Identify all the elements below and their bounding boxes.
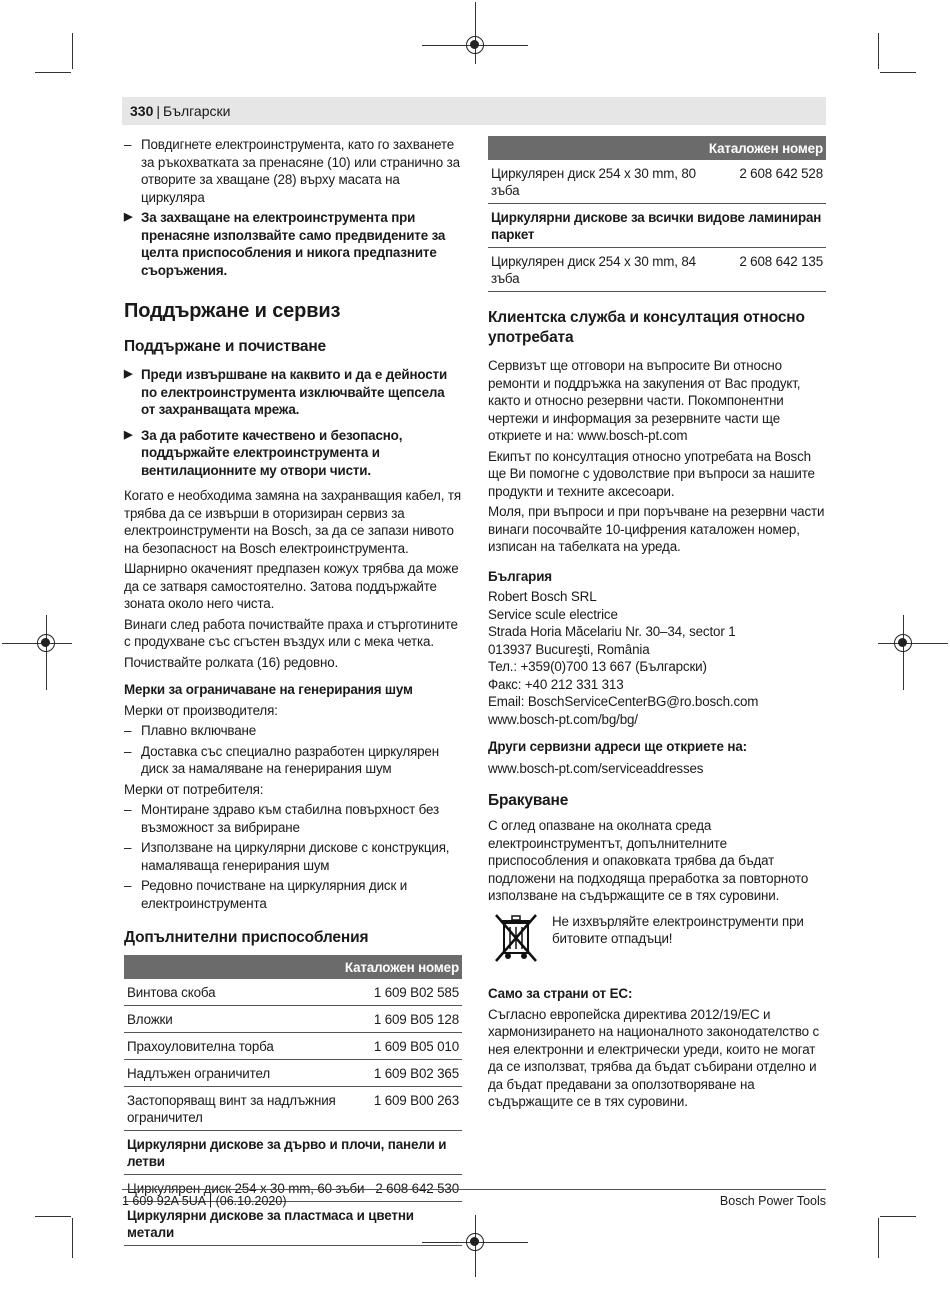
paragraph: Сервизът ще отговори на въпросите Ви относно ремонти и поддръжка на закупения от Вас продукт, както и относно резервни части. Покомпонентни чертежи и информация за резервните части ще откриете и на: www.bosch-pt.com <box>488 358 801 443</box>
paragraph: Почиствайте ролката (16) редовно. <box>124 654 339 670</box>
page-footer <box>122 1189 826 1208</box>
table-row <box>124 1006 462 1033</box>
cell-number: 2 608 642 530 <box>371 1175 462 1202</box>
crop-mark <box>880 72 916 73</box>
cell-name: Циркулярен диск 254 x 30 mm, 80 зъба <box>488 160 726 204</box>
weee-notice <box>488 911 826 972</box>
crossed-bin-icon <box>488 911 544 972</box>
country-label: България <box>488 568 552 584</box>
address-line: Strada Horia Măcelariu Nr. 30–34, sector 1 <box>488 624 736 639</box>
warning-item: ▶ Преди извършване на каквито и да е дейности по електроинструмента изключвайте щепсела от захранващата мрежа. <box>124 366 462 419</box>
cell-number: 2 608 642 528 <box>726 160 826 204</box>
cell-number: 1 609 B02 365 <box>371 1060 462 1087</box>
header-separator: | <box>156 103 160 119</box>
table-row <box>488 160 826 204</box>
list-item: – Използване на циркулярни дискове с конструкция, намаляваща генерирания шум <box>124 839 462 874</box>
email-line: Email: BoschServiceCenterBG@ro.bosch.com <box>488 694 759 709</box>
address-line: Robert Bosch SRL <box>488 589 597 604</box>
registration-line <box>475 2 476 64</box>
page-number: 330 <box>130 103 154 119</box>
noise-heading: Мерки за ограничаване на генерирания шум <box>124 682 413 697</box>
table-header-catalog: Каталожен номер <box>124 955 462 979</box>
header-language: Български <box>163 103 231 119</box>
crop-mark <box>72 1218 73 1258</box>
user-label: Мерки от потребителя: <box>124 781 264 797</box>
fax-line: Факс: +40 212 331 313 <box>488 676 624 692</box>
section-heading-maintenance: Поддържане и сервиз <box>124 300 341 322</box>
registration-line <box>903 615 904 690</box>
list-item: – Редовно почистване на циркулярния диск и електроинструмента <box>124 877 462 912</box>
cell-name: Вложки <box>124 1006 371 1033</box>
address-line: Service scule electrice <box>488 606 618 622</box>
subheading-cleaning: Поддържане и почистване <box>124 338 327 355</box>
right-column <box>488 136 826 1114</box>
service-addresses-link[interactable]: www.bosch-pt.com/serviceaddresses <box>488 760 704 776</box>
intro-warning: ▶ За захващане на електроинструмента при пренасяне използвайте само предвидените за целта приспособления и никога предпазните съоръжения. <box>124 209 462 279</box>
paragraph: Моля, при въпроси и при поръчване на резервни части винаги посочвайте 10-цифрения каталожен номер, изписан на табелката на уреда. <box>488 504 825 554</box>
list-item: – Доставка със специално разработен циркулярен диск за намаляване на генерирания шум <box>124 743 462 778</box>
cell-number: 1 609 B05 128 <box>371 1006 462 1033</box>
cell-number: 1 609 B00 263 <box>371 1087 462 1131</box>
disposal-heading: Бракуване <box>488 792 569 809</box>
list-item: – Монтиране здраво към стабилна повърхност без възможност за вибриране <box>124 801 462 836</box>
phone-line: Тел.: +359(0)700 13 667 (Български) <box>488 659 707 674</box>
registration-target-icon <box>466 36 484 54</box>
paragraph: Екипът по консултация относно употребата на Bosch ще Ви помогне с удоволствие при въпроси за нашите продукти и техните аксесоари. <box>488 448 815 499</box>
registration-line <box>46 615 47 690</box>
paragraph: Когато е необходима замяна на захранващия кабел, тя трябва да се извърши в оторизиран сервиз за електроинструменти на Bosch, за да се запази нивото на безопасност на Bosch електроинструмента. <box>124 488 461 556</box>
crop-mark <box>35 1216 71 1217</box>
cell-name: Надлъжен ограничител <box>124 1060 371 1087</box>
table-row <box>124 979 462 1006</box>
crop-mark <box>878 33 879 69</box>
paragraph: Шарнирно окаченият предпазен кожух трябва да може да се затваря самостоятелно. Затова поддържайте зоната около него чиста. <box>124 561 459 611</box>
footer-doc-id: 1 609 92A 5UA | (06.10.2020) <box>122 1194 287 1208</box>
cell-name: Винтова скоба <box>124 979 371 1006</box>
paragraph: Съгласно европейска директива 2012/19/ЕС и хармонизирането на националното законодателство с нея електронни и електрически уреди, които не могат да се използват, трябва да бъдат събирани отделно и да бъдат предавани за оползотворяване на съдържащите се в тях суровини. <box>488 1006 820 1109</box>
group-label: Циркулярни дискове за дърво и плочи, панели и летви <box>124 1131 462 1175</box>
manufacturer-label: Мерки от производителя: <box>124 702 278 718</box>
table-row <box>488 248 826 292</box>
table-group-row <box>488 204 826 248</box>
table-group-row <box>124 1131 462 1175</box>
cell-number: 1 609 B02 585 <box>371 979 462 1006</box>
cell-name: Циркулярен диск 254 x 30 mm, 84 зъба <box>488 248 726 292</box>
accessories-heading: Допълнителни приспособления <box>124 929 369 946</box>
table-group-row <box>124 1202 462 1246</box>
crop-mark <box>880 1216 916 1217</box>
group-label: Циркулярни дискове за пластмаса и цветни метали <box>124 1202 462 1246</box>
group-label: Циркулярни дискове за всички видове ламиниран паркет <box>488 204 826 248</box>
registration-line <box>878 643 948 644</box>
paragraph: С оглед опазване на околната среда електроинструментът, допълнителните приспособления и опаковката трябва да бъдат подложени на подходяща преработка за повторното използване на съдържащите се в тях суровини. <box>488 818 809 903</box>
weee-text: Не изхвърляйте електроинструменти при битовите отпадъци! <box>552 913 804 946</box>
crop-mark <box>72 33 73 69</box>
registration-target-icon <box>894 634 912 652</box>
cell-name: Застопоряващ винт за надлъжния ограничител <box>124 1087 371 1131</box>
intro-step: – Повдигнете електроинструмента, като го захванете за ръкохватката за пренасяне (10) или странично за отворите за хващане (28) върху масата на циркуляра <box>124 136 462 206</box>
registration-target-icon <box>466 1233 484 1251</box>
table-row <box>124 1060 462 1087</box>
service-heading: Клиентска служба и консултация относно употребата <box>488 309 805 346</box>
footer-brand: Bosch Power Tools <box>719 1194 826 1208</box>
cell-number: 1 609 B05 010 <box>371 1033 462 1060</box>
list-item: – Плавно включване <box>124 722 462 740</box>
warning-item: ▶ За да работите качествено и безопасно, поддържайте електроинструмента и вентилационните му отвори чисти. <box>124 427 462 480</box>
website-link[interactable]: www.bosch-pt.com/bg/bg/ <box>488 711 638 727</box>
cell-name: Циркулярен диск 254 x 30 mm, 60 зъби <box>124 1175 371 1202</box>
page-header <box>122 97 826 125</box>
cell-number: 2 608 642 135 <box>726 248 826 292</box>
registration-target-icon <box>37 634 55 652</box>
other-addresses-label: Други сервизни адреси ще откриете на: <box>488 739 747 754</box>
accessories-table-continued <box>488 136 826 292</box>
left-column <box>124 136 462 1246</box>
crop-mark <box>878 1218 879 1258</box>
eu-label: Само за страни от ЕС: <box>488 986 633 1001</box>
table-header-catalog: Каталожен номер <box>488 136 826 160</box>
table-row <box>124 1033 462 1060</box>
address-line: 013937 Bucureşti, România <box>488 641 650 657</box>
paragraph: Винаги след работа почиствайте праха и стърготините с продухване със сгъстен въздух или с мека четка. <box>124 616 458 649</box>
cell-name: Прахоуловителна торба <box>124 1033 371 1060</box>
crop-mark <box>35 72 71 73</box>
table-row <box>124 1087 462 1131</box>
